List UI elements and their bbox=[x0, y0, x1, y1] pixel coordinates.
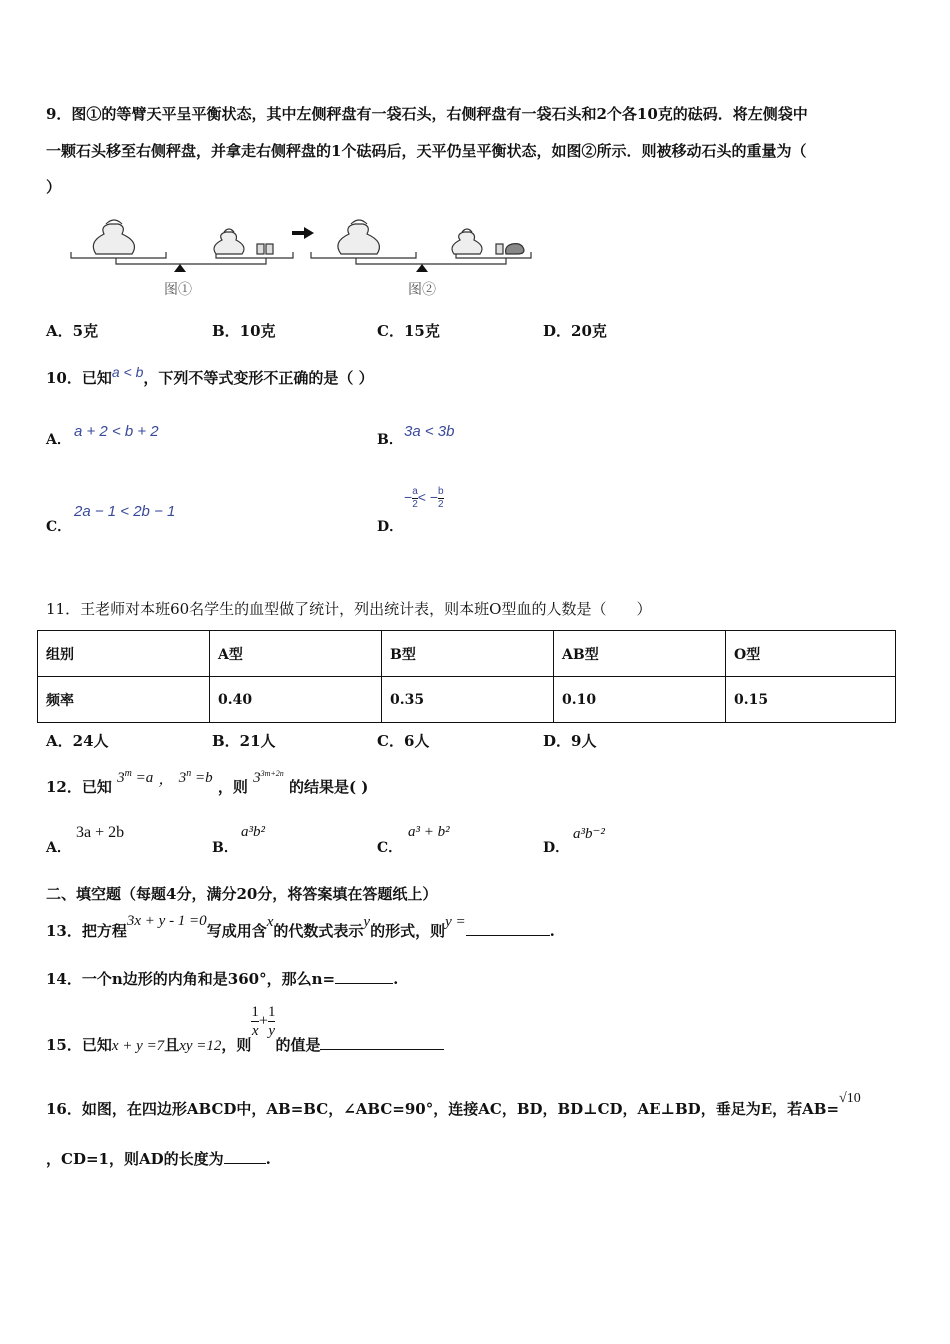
q16-answer-blank[interactable] bbox=[224, 1163, 266, 1164]
q10-option-c: 2a − 1 < 2b − 1 bbox=[74, 503, 176, 520]
q11-option-b: B．21人 bbox=[212, 732, 276, 750]
q10-label-a: A． bbox=[46, 432, 71, 448]
q10-label-b: B． bbox=[377, 432, 403, 448]
table-row bbox=[38, 677, 896, 723]
stone-bag-right-1 bbox=[214, 229, 244, 254]
q12-prefix: 12．已知 bbox=[46, 778, 112, 796]
q10-label-c: C． bbox=[46, 519, 72, 535]
q9-option-b: B．10克 bbox=[212, 322, 276, 340]
fig2-label: 图② bbox=[408, 283, 436, 298]
table-header: AB型 bbox=[554, 631, 726, 677]
moved-stone bbox=[506, 244, 524, 254]
q12-label-b: B． bbox=[212, 840, 238, 856]
fulcrum-2 bbox=[416, 264, 428, 272]
fulcrum-1 bbox=[174, 264, 186, 272]
q9-option-d: D．20克 bbox=[543, 322, 607, 340]
table-header: 组别 bbox=[38, 631, 210, 677]
balance-figure-2 bbox=[311, 220, 531, 264]
q13-answer-blank[interactable] bbox=[466, 935, 550, 936]
q13-equation: 3x + y - 1 =0 bbox=[126, 913, 207, 929]
q10-label-d: D． bbox=[377, 519, 404, 535]
table-cell: 0.15 bbox=[726, 677, 896, 723]
q12-stem: 12．已知 $3^m =a$ ， $3^n =b$ ，则 $3^{3m+2n}$ 的结果是( ) bbox=[46, 768, 369, 796]
q11-option-a: A．24人 bbox=[46, 732, 109, 750]
table-cell: 0.10 bbox=[554, 677, 726, 723]
q14-answer-blank[interactable] bbox=[335, 983, 393, 984]
q10-stem bbox=[46, 364, 374, 388]
table-header: B型 bbox=[382, 631, 554, 677]
q9-option-a: A．5克 bbox=[46, 322, 99, 340]
stone-bag-right-2 bbox=[452, 229, 482, 254]
table-header: A型 bbox=[210, 631, 382, 677]
q12-expr: $3^{3m+2n}$ bbox=[253, 769, 284, 786]
table-cell: 0.40 bbox=[210, 677, 382, 723]
arrow-right bbox=[292, 227, 314, 239]
q16-line2: ，CD=1，则AD的长度为 . bbox=[46, 1150, 271, 1168]
q12-option-b: a³b² bbox=[241, 824, 265, 840]
q9-line1: 9．图①的等臂天平呈平衡状态，其中左侧秤盘有一袋石头，右侧秤盘有一袋石头和2个各10克的砝码．将左侧袋中 bbox=[46, 105, 808, 123]
q10-option-b: 3a < 3b bbox=[404, 423, 455, 440]
weight-1a bbox=[257, 244, 264, 254]
stone-bag-left-1 bbox=[93, 220, 134, 254]
q12-label-d: D． bbox=[543, 840, 570, 856]
q11-option-d: D．9人 bbox=[543, 732, 597, 750]
q15-fraction-y: $\frac{1}{y}$ bbox=[267, 1004, 276, 1039]
q12-suffix: 的结果是( ) bbox=[288, 778, 369, 796]
balance-figure-1 bbox=[71, 220, 293, 264]
q11-option-c: C．6人 bbox=[377, 732, 430, 750]
q16-line1: 16．如图，在四边形ABCD中，AB=BC，∠ABC=90°，连接AC，BD，BD⊥CD，AE⊥BD，垂足为E，若AB=√10 bbox=[46, 1091, 861, 1118]
fig1-label: 图① bbox=[164, 283, 192, 298]
weight-2 bbox=[496, 244, 503, 254]
q16-sqrt: √10 bbox=[839, 1091, 861, 1106]
balance-figure bbox=[66, 212, 536, 302]
table-cell: 0.35 bbox=[382, 677, 554, 723]
section-2-title: 二、填空题（每题4分，满分20分，将答案填在答题纸上） bbox=[46, 885, 438, 903]
q10-suffix: ，下列不等式变形不正确的是（ ） bbox=[143, 369, 374, 387]
q9-line3: ） bbox=[46, 178, 62, 196]
q12-option-a: 3a + 2b bbox=[76, 824, 125, 841]
q12-label-c: C． bbox=[377, 840, 403, 856]
table-header-row bbox=[38, 631, 896, 677]
q10-option-a: a + 2 < b + 2 bbox=[74, 423, 159, 440]
stone-bag-left-2 bbox=[338, 220, 380, 254]
q12-cond1: $3^m =a$ bbox=[117, 768, 154, 786]
q12-cond2: $3^n =b$ bbox=[178, 768, 213, 786]
q13-stem: 13．把方程3x + y - 1 =0写成用含x的代数式表示y的形式，则y = . bbox=[46, 913, 555, 940]
q9-option-c: C．15克 bbox=[377, 322, 440, 340]
q10-prefix: 10．已知 bbox=[46, 369, 112, 387]
q14-stem: 14．一个n边形的内角和是360°，那么n= . bbox=[46, 970, 399, 988]
q12-option-d: a³b⁻² bbox=[573, 826, 605, 842]
q15-fraction-x: $\frac{1}{x}$ bbox=[251, 1004, 259, 1039]
table-cell: 频率 bbox=[38, 677, 210, 723]
q12-label-a: A． bbox=[46, 840, 71, 856]
blood-type-table bbox=[37, 630, 896, 723]
q10-option-d: − $\frac{a}{2}$ < − $\frac{b}{2}$ bbox=[404, 486, 444, 510]
q15-stem: 15．已知x + y =7且xy =12，则 $\frac{1}{x}$ + $\frac{1}{y}$ 的值是 bbox=[46, 1003, 444, 1047]
q10-condition: a < b bbox=[111, 364, 144, 380]
weight-1b bbox=[266, 244, 273, 254]
q15-answer-blank[interactable] bbox=[320, 1049, 444, 1050]
q12-option-c: a³ + b² bbox=[408, 824, 450, 840]
table-header: O型 bbox=[726, 631, 896, 677]
q12-mid: ，则 bbox=[217, 778, 248, 796]
q11-stem: 11．王老师对本班60名学生的血型做了统计，列出统计表，则本班O型血的人数是（ ） bbox=[46, 600, 652, 618]
q9-line2: 一颗石头移至右侧秤盘，并拿走右侧秤盘的1个砝码后，天平仍呈平衡状态，如图②所示．则被移动石头的重量为（ bbox=[46, 142, 807, 160]
